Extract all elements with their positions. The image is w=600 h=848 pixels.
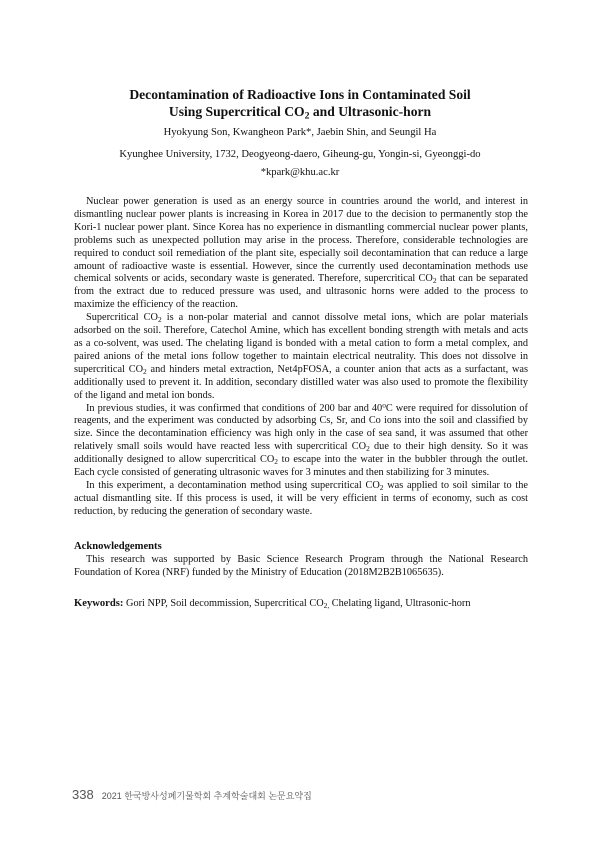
paper-title: [0, 86, 600, 120]
affiliation: Kyunghee University, 1732, Deogyeong-daero, Giheung-gu, Yongin-si, Gyeonggi-do: [119, 149, 481, 160]
abstract-body: [74, 196, 528, 519]
co2-subscript: 2: [379, 482, 384, 492]
title-co2-subscript: 2: [304, 110, 310, 122]
author-list: Hyokyung Son, Kwangheon Park*, Jaebin Shin, and Seungil Ha: [163, 127, 437, 138]
co2-formula: [352, 441, 370, 452]
title-line-1: Decontamination of Radioactive Ions in Contaminated Soil: [129, 87, 471, 102]
title-line-2: [0, 103, 600, 120]
co2-formula: [419, 273, 437, 284]
keywords-label: Keywords:: [74, 598, 124, 609]
co2-base: CO: [418, 273, 433, 285]
paragraph-1: [74, 196, 528, 312]
title-line-2-post: and Ultrasonic-horn: [309, 104, 432, 119]
keywords-text-a: Gori NPP, Soil decommission, Supercritical CO: [123, 598, 324, 609]
paragraph-4: [74, 480, 528, 519]
co2-formula: [144, 312, 162, 323]
co2-base: CO: [128, 363, 144, 375]
co2-subscript: 2: [143, 366, 147, 376]
co2-formula: [260, 454, 278, 465]
co2-formula: [129, 364, 147, 375]
p3-text-a: In previous studies, it was confirmed that conditions of 200 bar and 40: [86, 402, 383, 414]
keywords-co2-subscript: 2,: [323, 600, 330, 610]
p1-text-b: that can be separated from the extract due to reduced pressure was used, and ultrasonic horns were added to the process to maximize the efficiency of the reaction.: [74, 273, 528, 311]
title-line-2-pre: Using Supercritical CO: [168, 104, 305, 119]
keywords-section: [74, 597, 528, 610]
footer-proceedings-title: 2021 한국방사성폐기물학회 추계학술대회 논문요약집: [101, 791, 312, 801]
page-number: 338: [72, 787, 94, 802]
p3-text-d: to escape into the water in the bubbler through the outlet. Each cycle consisted of generating ultrasonic waves for 3 minutes and then stabilizing for 3 minutes.: [74, 454, 529, 479]
p3-text-b: C were required for dissolution of reagents, and the experiment was conducted by adsorbing Cs, Sr, and Co ions into the soil and classified by size. Since the decontamination efficiency was high only in the case of sea sand, it was assumed that other relatively small soils would have reacted less with supercritical: [74, 402, 528, 453]
p4-text-a: In this experiment, a decontamination method using supercritical: [86, 479, 366, 491]
acknowledgements-text: This research was supported by Basic Science Research Program through the National Research Foundation of Korea (NRF) funded by the Ministry of Education (2018M2B2B1065635).: [74, 554, 528, 578]
paragraph-2: [74, 312, 528, 402]
co2-subscript: 2: [274, 456, 278, 466]
p3-text-c: due to their high density. So it was additionally designed to allow supercritical: [74, 441, 529, 466]
page-footer: [72, 786, 312, 804]
co2-base: CO: [365, 479, 380, 491]
acknowledgements-body: [74, 553, 528, 579]
p2-text-c: and hinders metal extraction, Net4pFOSA, a counter anion that acts as a surfactant, was additionally used to prevent it. In addition, secondary distilled water was also used to promote the flexibility of the ligand and metal ion bonds.: [74, 363, 528, 401]
corresponding-email: *kpark@khu.ac.kr: [260, 167, 340, 178]
co2-subscript: 2: [157, 315, 162, 324]
co2-subscript: 2: [366, 444, 370, 454]
paragraph-3: [74, 400, 529, 480]
p2-text-b: is a non-polar material and cannot dissolve metal ions, which are polar materials adsorbed on the soil. Therefore, Catechol Amine, which has excellent bonding strength with metals and acts as a co-solvent, was used. The chelating ligand is bonded with a metal cation to form a metal complex, and paired anions of the metal ions follow together to maintain electrical neutrality. This does not dissolve in supercritical: [74, 312, 528, 375]
co2-subscript: 2: [432, 276, 437, 286]
p2-text-a: Supercritical: [86, 312, 144, 324]
degree-superscript: o: [382, 400, 386, 410]
p1-text-a: Nuclear power generation is used as an energy source in countries around the world, and interest in dismantling nuclear power plants is increasing in Korea in 2017 due to the decision to permanently stop the Kori-1 nuclear power plant. Since Korea has no experience in dismantling commercial nuclear power plants, problems such as unexpected pollution may arise in the process. Therefore, considerable technologies are required to conduct soil remediation of the plant site, especially soil decontamination that can reduce a large amount of radioactive waste is essential. However, since the currently used decontamination methods use chemical solvents or acids, secondary waste is generated. Therefore, supercritical: [74, 196, 528, 285]
acknowledgements-heading: Acknowledgements: [74, 541, 162, 552]
co2-base: CO: [259, 454, 275, 466]
keywords-text-b: Chelating ligand, Ultrasonic-horn: [329, 598, 471, 609]
p4-text-b: was applied to soil similar to the actual dismantling site. If this process is used, it will be very efficient in terms of economy, such as cost reduction, by reducing the generation of secondary waste.: [74, 479, 528, 517]
co2-base: CO: [351, 441, 367, 453]
co2-formula: [365, 480, 383, 491]
co2-base: CO: [143, 312, 158, 324]
